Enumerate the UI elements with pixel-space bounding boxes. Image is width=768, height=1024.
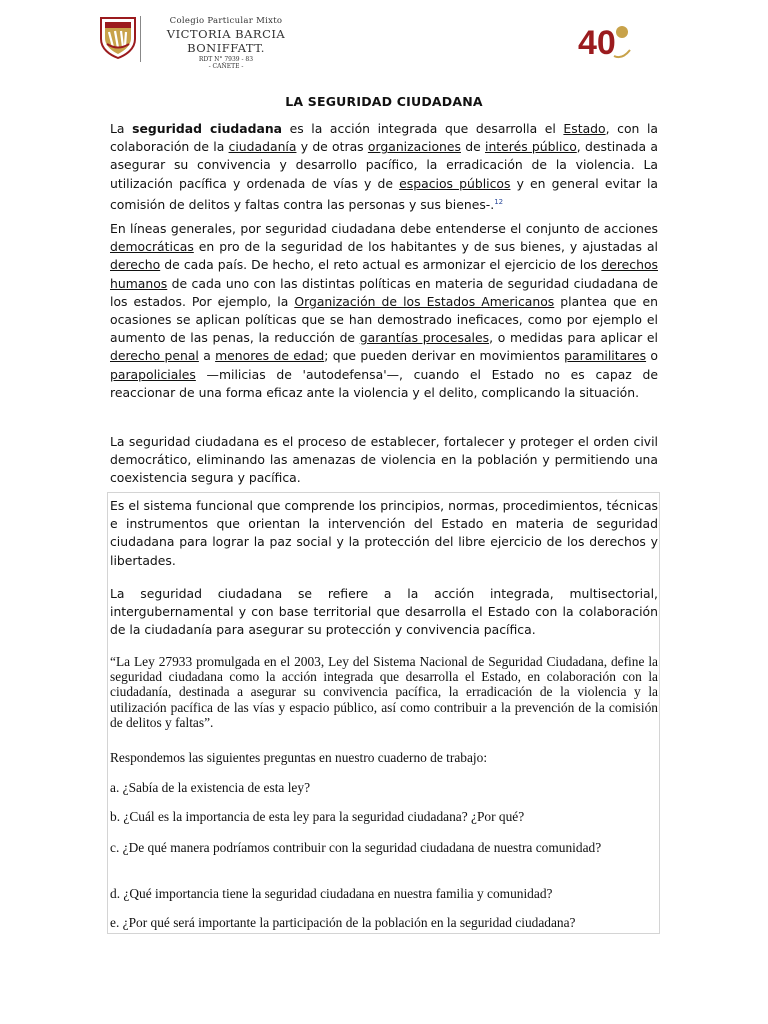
document-header xyxy=(0,0,768,80)
paragraph-functional-system: Es el sistema funcional que comprende los principios, normas, procedimientos, técnicas e instrumentos que orientan la intervención del Estado en materia de seguridad ciudadana para lograr la paz social y la protección del libre ejercicio de los derechos y libertades. xyxy=(110,498,658,568)
paragraph-general-lines: En líneas generales, por seguridad ciudadana debe entenderse el conjunto de acciones democráticas en pro de la seguridad de los habitantes y de sus bienes, y ajustadas al derecho de cada país. De hecho, el reto actual es armonizar el ejercicio de los derechos humanos de cada uno con las distintas políticas en materia de seguridad ciudadana de los estados. Por ejemplo, la Organización de los Estados Americanos plantea que en ocasiones se aplican políticas que se han demostrado ineficaces, como por ejemplo el aumento de las penas, la reducción de garantías procesales, o medidas para aplicar el derecho penal a menores de edad; que pueden derivar en movimientos paramilitares o parapoliciales —milicias de 'autodefensa'—, cuando el Estado no es capaz de reaccionar de una forma eficaz ante la violencia y el delito, complicando la situación. xyxy=(110,221,658,400)
paragraph-integrated-action: La seguridad ciudadana se refiere a la acción integrada, multisectorial, intergubernamental y con base territorial que desarrolla el Estado con la colaboración de la ciudadanía para asegurar su protección y convivencia pacífica. xyxy=(110,586,658,638)
link-estado[interactable]: Estado xyxy=(563,121,606,136)
link-derecho[interactable]: derecho xyxy=(110,257,161,273)
link-parapoliciales[interactable]: parapoliciales xyxy=(110,366,196,382)
paragraph-process: La seguridad ciudadana es el proceso de establecer, fortalecer y proteger el orden civil democrático, eliminando las amenazas de violencia en la población y permitiendo una coexistencia segura y pacífica. xyxy=(110,434,658,486)
footnote-reference[interactable]: 12 xyxy=(494,197,504,206)
quote-ley-27933: “La Ley 27933 promulgada en el 2003, Ley del Sistema Nacional de Seguridad Ciudadana, define la seguridad ciudadana como la acción integrada que desarrolla el Estado, en colaboración con la ciudadanía, destinada a asegurar su convivencia pacífica, la erradicación de la violencia y la utilización pacífica de las vías y espacio público, así como contribuir a la prevención de la comisión de delitos y faltas”. xyxy=(110,654,658,730)
school-location: - CAÑETE - xyxy=(208,63,244,70)
header-divider xyxy=(140,16,141,62)
questions-instruction: Respondemos las siguientes preguntas en nuestro cuaderno de trabajo: xyxy=(110,750,488,765)
link-derecho-penal[interactable]: derecho penal xyxy=(110,348,199,364)
term-seguridad-ciudadana: seguridad ciudadana xyxy=(132,121,283,136)
question-c: c. ¿De qué manera podríamos contribuir con la seguridad ciudadana de nuestra comunidad? xyxy=(110,840,602,855)
question-a: a. ¿Sabía de la existencia de esta ley? xyxy=(110,780,311,795)
link-garantias-procesales[interactable]: garantías procesales xyxy=(359,330,490,346)
question-b: b. ¿Cuál es la importancia de esta ley para la seguridad ciudadana? ¿Por qué? xyxy=(110,809,525,824)
link-oea[interactable]: Organización de los Estados Americanos xyxy=(294,293,555,309)
link-paramilitares[interactable]: paramilitares xyxy=(564,348,647,364)
link-organizaciones[interactable]: organizaciones xyxy=(367,139,461,155)
question-e: e. ¿Por qué será importante la participación de la población en la seguridad ciudadana? xyxy=(110,915,576,930)
school-name: VICTORIA BARCIA BONIFFATT. xyxy=(166,27,286,55)
school-name-block xyxy=(146,16,306,70)
school-type: Colegio Particular Mixto xyxy=(169,16,283,26)
page-title: LA SEGURIDAD CIUDADANA xyxy=(285,94,483,109)
link-espacios-publicos[interactable]: espacios públicos xyxy=(399,175,511,191)
school-resolution: RDT N° 7939 - 83 xyxy=(198,56,254,63)
link-menores-de-edad[interactable]: menores de edad xyxy=(215,348,325,364)
anniversary-40-logo xyxy=(578,20,632,62)
paragraph-definition: La seguridad ciudadana es la acción integrada que desarrolla el Estado, con la colaboración de la ciudadanía y de otras organizaciones de interés público, destinada a asegurar su convivencia y desarrollo pacífico, la erradicación de la violencia. La utilización pacífica y ordenada de vías y de espacios públicos y en general evitar la comisión de delitos y faltas contra las personas y sus bienes-.$^{12}$ xyxy=(110,121,658,212)
anniversary-number: 40 xyxy=(578,24,616,62)
link-derechos-humanos[interactable]: derechos humanos xyxy=(110,257,658,291)
question-d: d. ¿Qué importancia tiene la seguridad ciudadana en nuestra familia y comunidad? xyxy=(110,886,553,901)
link-interes-publico[interactable]: interés público xyxy=(485,139,577,155)
school-crest-logo xyxy=(98,15,138,59)
link-ciudadania[interactable]: ciudadanía xyxy=(228,139,297,155)
link-democraticas[interactable]: democráticas xyxy=(110,239,194,255)
